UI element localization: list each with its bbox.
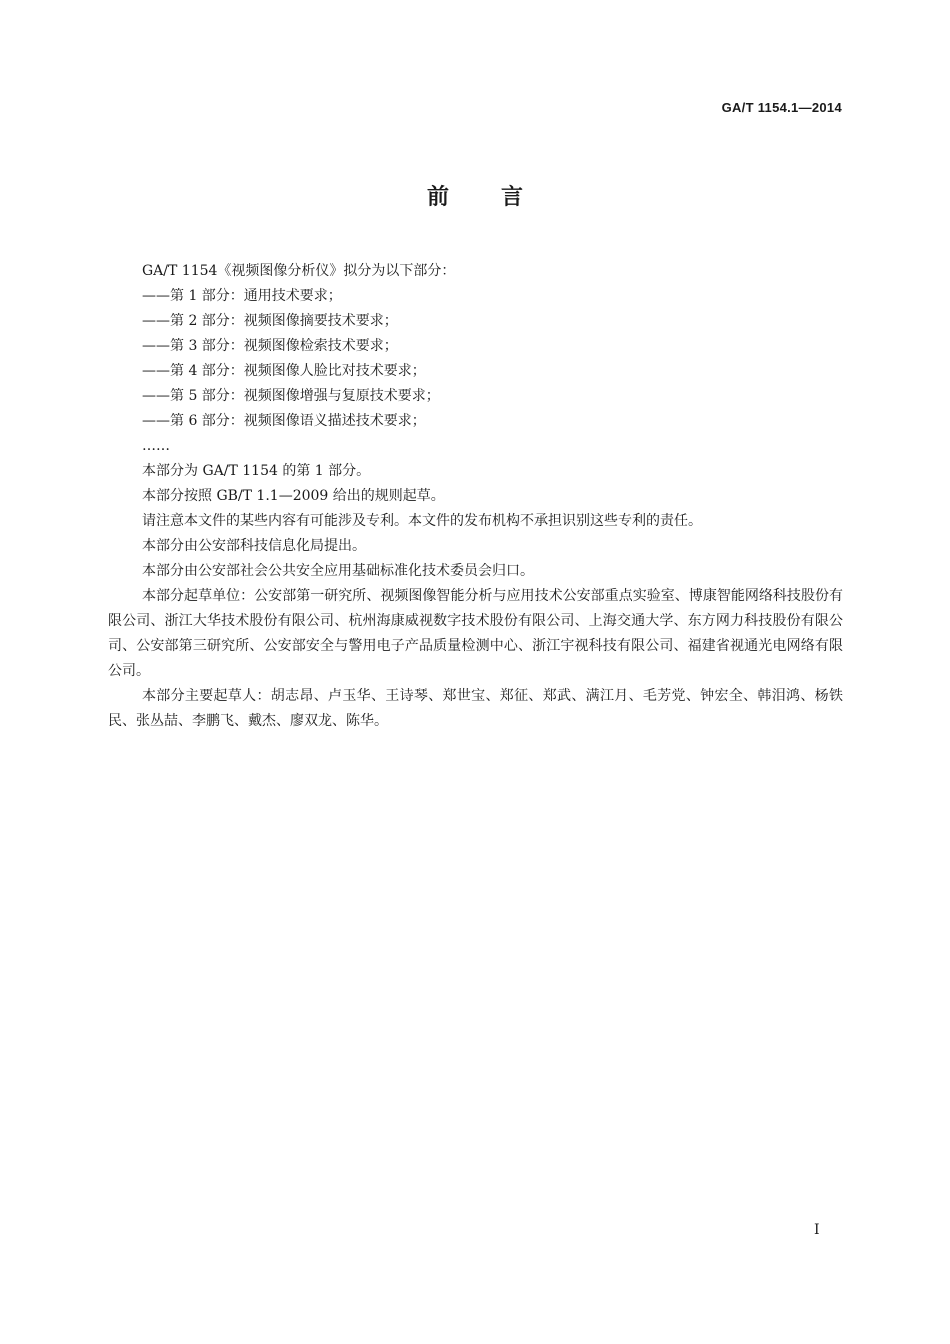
list-item-part-2: ——第 2 部分：视频图像摘要技术要求； (142, 313, 398, 329)
foreword-body (108, 259, 843, 734)
page-title (0, 180, 950, 211)
paragraph-proposer: 本部分由公安部科技信息化局提出。 (142, 538, 366, 554)
list-item-part-1: ——第 1 部分：通用技术要求； (142, 288, 342, 304)
page-number: I (814, 1222, 820, 1238)
list-item-part-4: ——第 4 部分：视频图像人脸比对技术要求； (142, 363, 426, 379)
paragraph-drafting-units: 本部分起草单位：公安部第一研究所、视频图像智能分析与应用技术公安部重点实验室、博康智能网络科技股份有限公司、浙江大华技术股份有限公司、杭州海康威视数字技术股份有限公司、上海交通大学、东方网力科技股份有限公司、公安部第三研究所、公安部安全与警用电子产品质量检测中心、浙江宇视科技有限公司、福建省视通光电网络有限公司。 (108, 588, 843, 679)
paragraph-part-statement: 本部分为 GA/T 1154 的第 1 部分。 (142, 463, 371, 479)
paragraph-patent-notice: 请注意本文件的某些内容有可能涉及专利。本文件的发布机构不承担识别这些专利的责任。 (142, 513, 702, 529)
paragraph-intro: GA/T 1154《视频图像分析仪》拟分为以下部分： (142, 263, 456, 279)
list-item-part-6: ——第 6 部分：视频图像语义描述技术要求； (142, 413, 426, 429)
paragraph-drafters: 本部分主要起草人：胡志昂、卢玉华、王诗琴、郑世宝、郑征、郑武、满江月、毛芳党、钟宏全、韩泪鸿、杨铁民、张丛喆、李鹏飞、戴杰、廖双龙、陈华。 (108, 688, 843, 729)
list-ellipsis: …… (142, 438, 170, 454)
document-code: GA/T 1154.1—2014 (721, 100, 842, 115)
list-item-part-5: ——第 5 部分：视频图像增强与复原技术要求； (142, 388, 440, 404)
paragraph-drafting-rules: 本部分按照 GB/T 1.1—2009 给出的规则起草。 (142, 488, 445, 504)
paragraph-centralized-by: 本部分由公安部社会公共安全应用基础标准化技术委员会归口。 (142, 563, 534, 579)
title-char-2: 言 (501, 185, 524, 210)
list-item-part-3: ——第 3 部分：视频图像检索技术要求； (142, 338, 398, 354)
title-char-1: 前 (426, 185, 449, 210)
